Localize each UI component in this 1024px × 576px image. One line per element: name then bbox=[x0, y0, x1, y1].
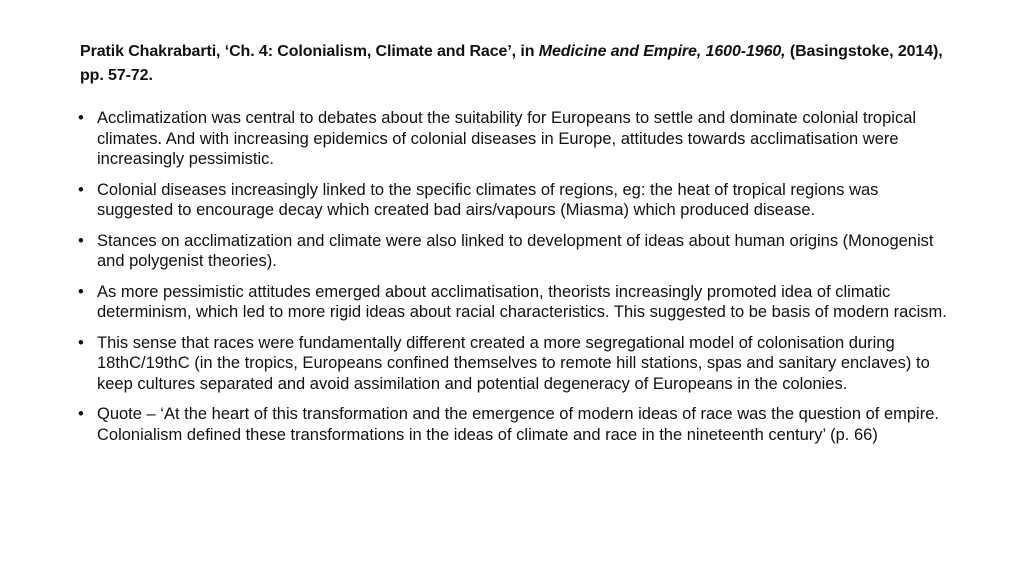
bullet-text: Acclimatization was central to debates about the suitability for Europeans to settle and dominate colonial tropical climates. And with increasing epidemics of colonial diseases in Europe, attitudes towards acclimatisation were increasingly pessimistic. bbox=[97, 109, 917, 168]
bullet-point-icon: • bbox=[78, 109, 84, 127]
bullet-text: Stances on acclimatization and climate were also linked to development of ideas about human origins (Monogenist and polygenist theories). bbox=[97, 231, 934, 270]
bullet-text: As more pessimistic attitudes emerged about acclimatisation, theorists increasingly promoted idea of climatic determinism, which led to more rigid ideas about racial characteristics. This suggested to be basis of modern racism. bbox=[97, 282, 947, 321]
bullet-item bbox=[78, 231, 958, 272]
bullet-item bbox=[78, 282, 958, 323]
bullet-point-icon: • bbox=[78, 180, 84, 199]
bullet-point-icon: • bbox=[78, 333, 84, 352]
title-book-title: Medicine and Empire, 1600-1960, bbox=[538, 43, 786, 60]
bullet-list bbox=[78, 108, 958, 455]
title-publication-details: (Basingstoke, 2014), pp. 57-72. bbox=[80, 43, 943, 84]
slide-title bbox=[80, 40, 960, 88]
bullet-text: This sense that races were fundamentally different created a more segregational model of colonisation during 18thC/19thC (in the tropics, Europeans confined themselves to remote hill stations, spas and sanitary enclaves) to keep cultures separated and avoid assimilation and potential degeneracy of Europeans in the colonies. bbox=[97, 333, 930, 393]
title-citation-text: Pratik Chakrabarti, ‘Ch. 4: Colonialism, Climate and Race’, in bbox=[80, 43, 539, 60]
bullet-item bbox=[78, 333, 958, 395]
bullet-item bbox=[78, 180, 958, 221]
bullet-item bbox=[78, 404, 958, 445]
bullet-item bbox=[78, 108, 958, 170]
bullet-text: Colonial diseases increasingly linked to the specific climates of regions, eg: the heat of tropical regions was suggested to encourage decay which created bad airs/vapours (Miasma) which produced disease. bbox=[97, 180, 879, 219]
bullet-text: Quote – ‘At the heart of this transformation and the emergence of modern ideas of race was the question of empire. Colonialism defined these transformations in the ideas of climate and race in the nineteenth century’ (p. 66) bbox=[97, 405, 939, 444]
bullet-point-icon: • bbox=[78, 282, 84, 301]
bullet-point-icon: • bbox=[78, 231, 84, 250]
bullet-point-icon: • bbox=[78, 405, 84, 423]
